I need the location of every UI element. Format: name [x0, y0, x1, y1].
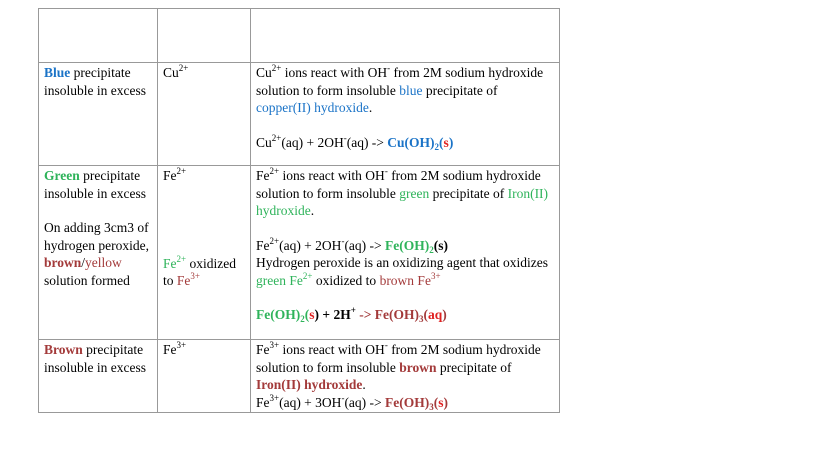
equation	[256, 134, 554, 152]
explanation-cell	[251, 166, 560, 340]
ion-charge: 3+	[190, 271, 200, 281]
text: oxidized to	[163, 255, 236, 288]
eq-product: Fe(OH)	[385, 237, 430, 253]
text: precipitate of	[429, 185, 508, 201]
eq-charge: -	[341, 235, 345, 246]
header-cell-observation	[39, 9, 158, 63]
eq-state: s	[443, 134, 449, 150]
eq-paren: (	[439, 134, 444, 150]
ion-symbol: Fe	[163, 342, 177, 357]
charge: 3+	[430, 270, 441, 281]
text: ions react with OH	[279, 168, 385, 183]
header-cell-ion	[158, 9, 251, 63]
observation-text: precipitate insoluble in excess	[44, 342, 146, 375]
ion-green: Fe	[163, 255, 177, 271]
ion-charge: 2+	[178, 63, 189, 73]
ion-cell	[158, 63, 251, 166]
charge: 2+	[302, 270, 313, 281]
color-word-green: Green	[44, 168, 80, 183]
eq-product: Fe(OH)	[385, 394, 430, 410]
observation-cell	[39, 63, 158, 166]
color-word-yellow: yellow	[85, 255, 122, 270]
eq-state: (s)	[433, 237, 449, 253]
text: Fe	[256, 342, 270, 357]
eq-charge: -	[343, 132, 347, 143]
explanation-text	[256, 64, 554, 117]
charge: -	[387, 63, 391, 73]
color-word-brown: brown	[44, 255, 82, 270]
ion-line	[163, 167, 245, 185]
compound-name: copper(II) hydroxide	[256, 100, 369, 115]
observation-cell	[39, 166, 158, 340]
eq-part: Fe	[256, 237, 270, 253]
eq-product: Cu(OH)	[387, 134, 435, 150]
eq-arrow: (aq) ->	[346, 134, 388, 150]
ion-green: green Fe	[256, 272, 303, 288]
eq-paren: (	[423, 307, 429, 322]
eq-part: Cu	[256, 134, 272, 150]
ion-cell	[158, 340, 251, 413]
eq-product: -> Fe(OH)	[355, 307, 420, 322]
explanation-cell	[251, 63, 560, 166]
equation	[256, 394, 554, 412]
charge: 3+	[269, 340, 280, 350]
text: from 2M sodium hydroxide solution to form insoluble	[256, 65, 544, 98]
eq-subscript: 3	[419, 314, 424, 324]
eq-state: aq	[428, 307, 443, 322]
ion-brown: brown Fe	[379, 272, 431, 288]
text: .	[362, 377, 366, 392]
ion-cell	[158, 166, 251, 340]
text: from 2M sodium hydroxide solution to form insoluble	[256, 342, 541, 375]
compound-name: Iron(II) hydroxide	[256, 185, 549, 218]
eq-paren: (	[433, 394, 439, 410]
ion-symbol: Fe	[163, 168, 177, 183]
text: oxidized to	[312, 272, 380, 288]
ion-charge: 2+	[176, 253, 187, 264]
text: precipitate of	[436, 359, 512, 375]
eq-state: s	[438, 394, 444, 410]
header-cell-explanation	[251, 9, 560, 63]
observation-cell	[39, 340, 158, 413]
observation-table	[38, 8, 560, 413]
eq-arrow: (aq) ->	[344, 237, 386, 253]
text: On adding 3cm3 of hydrogen peroxide,	[44, 220, 149, 253]
explanation-cell	[251, 340, 560, 413]
table-row-copper	[39, 63, 560, 166]
explanation-text-2	[256, 254, 554, 289]
text: Fe	[256, 168, 270, 183]
text: precipitate insoluble in excess	[44, 168, 146, 201]
eq-paren: )	[442, 307, 447, 322]
eq-part: (aq) + 2OH	[279, 237, 342, 253]
color-word-blue: blue	[399, 82, 423, 98]
text: .	[310, 203, 315, 218]
equation-1	[256, 237, 554, 255]
text: ions react with OH	[281, 65, 388, 80]
eq-part: (aq) + 2OH	[281, 134, 344, 150]
eq-subscript: 2	[429, 244, 434, 255]
eq-paren: )	[443, 394, 449, 410]
eq-subscript: 2	[434, 141, 440, 152]
observation-text	[44, 167, 152, 202]
eq-charge: -	[341, 392, 345, 403]
observation-text: precipitate insoluble in excess	[44, 65, 146, 98]
text: Hydrogen peroxide is an oxidizing agent that oxidizes	[256, 255, 549, 270]
table-row-iron-iii	[39, 340, 560, 413]
eq-charge: +	[350, 305, 356, 315]
text: solution formed	[44, 272, 130, 288]
eq-reactant: Fe(OH)	[256, 307, 301, 322]
eq-charge: 2+	[271, 132, 282, 143]
text: precipitate of	[422, 82, 498, 98]
eq-part: Fe	[256, 394, 270, 410]
color-word-brown: Brown	[44, 342, 83, 357]
eq-charge: 3+	[269, 392, 280, 403]
text: /	[81, 255, 86, 270]
eq-arrow: (aq) ->	[344, 394, 386, 410]
eq-part: ) + 2H	[314, 307, 351, 322]
oxidation-note	[163, 255, 245, 290]
explanation-text	[256, 167, 554, 220]
ion-text: Cu	[256, 65, 272, 80]
text: from 2M sodium hydroxide solution to form insoluble	[256, 168, 541, 201]
color-word-green: green	[399, 185, 430, 201]
eq-charge: 2+	[269, 235, 280, 246]
ion-brown: Fe	[176, 273, 191, 288]
color-word-brown: brown	[399, 359, 437, 375]
text: .	[368, 100, 373, 115]
observation-text-2	[44, 219, 152, 289]
charge: -	[384, 340, 388, 350]
equation-2	[256, 306, 554, 324]
ion-symbol: Cu	[163, 65, 179, 80]
eq-paren: (	[304, 307, 310, 322]
ion-charge: 2+	[176, 166, 187, 176]
charge: 2+	[269, 166, 280, 176]
eq-state: s	[309, 307, 315, 322]
eq-subscript: 2	[300, 314, 305, 324]
ion-charge: 3+	[176, 340, 187, 350]
ion-charge: 2+	[271, 63, 282, 73]
text: ions react with OH	[279, 342, 385, 357]
color-word-blue: Blue	[44, 65, 71, 80]
eq-paren: )	[448, 134, 454, 150]
charge: -	[384, 166, 388, 176]
eq-part: (aq) + 3OH	[279, 394, 342, 410]
header-row	[39, 9, 560, 63]
table-row-iron-ii	[39, 166, 560, 340]
explanation-text	[256, 341, 554, 394]
eq-subscript: 3	[429, 401, 434, 412]
compound-name: Iron(II) hydroxide	[256, 377, 363, 392]
